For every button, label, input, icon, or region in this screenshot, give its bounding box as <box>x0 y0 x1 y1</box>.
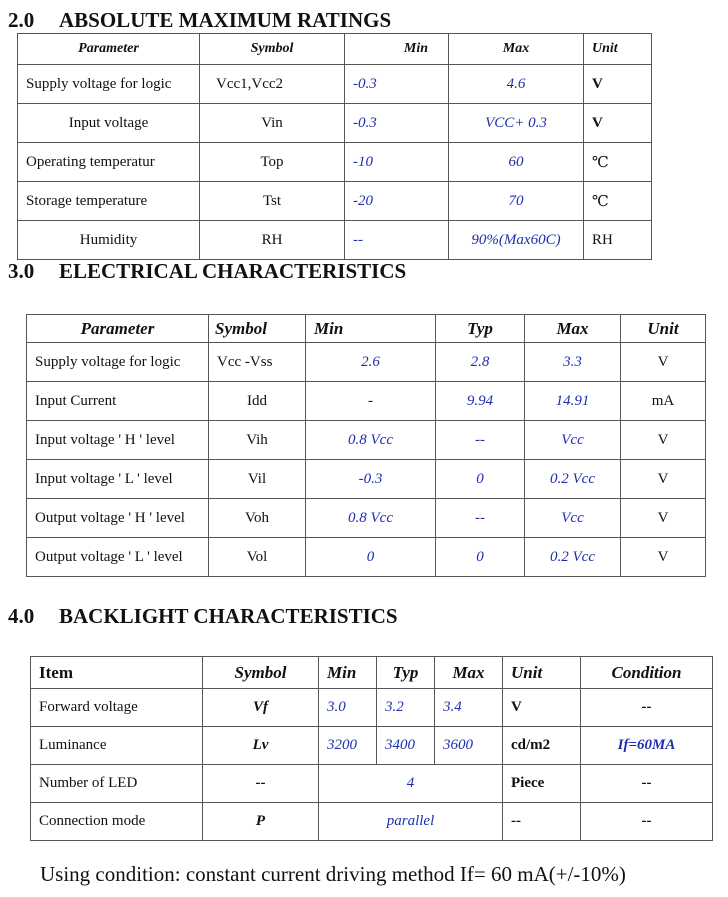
cell-unit: RH <box>584 221 652 260</box>
table-row <box>18 65 652 104</box>
cell-symbol: Vcc1,Vcc2 <box>200 65 345 104</box>
cell-unit: cd/m2 <box>503 727 581 765</box>
cell-item: Number of LED <box>31 765 203 803</box>
cell-max: 90%(Max60C) <box>449 221 584 260</box>
cell-unit: ℃ <box>584 143 652 182</box>
cell-symbol: -- <box>203 765 319 803</box>
table-row <box>31 765 713 803</box>
cell-condition: -- <box>581 765 713 803</box>
table-row <box>27 538 706 577</box>
cell-typ: 3.2 <box>377 689 435 727</box>
cell-min: -0.3 <box>345 65 449 104</box>
header-unit: Unit <box>621 315 706 343</box>
table-row <box>27 460 706 499</box>
cell-condition: -- <box>581 689 713 727</box>
header-max: Max <box>525 315 621 343</box>
header-min: Min <box>319 657 377 689</box>
cell-typ: -- <box>436 499 525 538</box>
header-symbol: Symbol <box>200 34 345 65</box>
cell-min: -0.3 <box>306 460 436 499</box>
table-row <box>31 727 713 765</box>
table-header-row <box>27 315 706 343</box>
table-row <box>27 382 706 421</box>
table-row <box>18 104 652 143</box>
header-parameter: Parameter <box>18 34 200 65</box>
cell-max: 3.4 <box>435 689 503 727</box>
cell-max: 3.3 <box>525 343 621 382</box>
cell-max: Vcc <box>525 499 621 538</box>
header-unit: Unit <box>503 657 581 689</box>
cell-min: -20 <box>345 182 449 221</box>
cell-symbol: Top <box>200 143 345 182</box>
table-row <box>18 221 652 260</box>
table-row <box>31 689 713 727</box>
cell-symbol: Voh <box>209 499 306 538</box>
cell-min: 0 <box>306 538 436 577</box>
cell-min: 2.6 <box>306 343 436 382</box>
cell-condition: -- <box>581 803 713 841</box>
cell-unit: V <box>621 343 706 382</box>
cell-symbol: Vol <box>209 538 306 577</box>
section-4-heading: 4.0 BACKLIGHT CHARACTERISTICS <box>8 604 398 628</box>
section-3-heading: 3.0 ELECTRICAL CHARACTERISTICS <box>8 259 407 283</box>
cell-unit: ℃ <box>584 182 652 221</box>
cell-max: 4.6 <box>449 65 584 104</box>
cell-max: 60 <box>449 143 584 182</box>
cell-unit: V <box>621 499 706 538</box>
cell-typ: 0 <box>436 460 525 499</box>
table-row <box>27 343 706 382</box>
cell-min: -0.3 <box>345 104 449 143</box>
backlight-characteristics-table <box>30 656 713 841</box>
table-header-row <box>18 34 652 65</box>
cell-parameter: Operating temperatur <box>18 143 200 182</box>
cell-typ: 9.94 <box>436 382 525 421</box>
cell-unit: V <box>584 65 652 104</box>
table-row <box>27 421 706 460</box>
cell-min: 0.8 Vcc <box>306 499 436 538</box>
cell-symbol: Vcc -Vss <box>209 343 306 382</box>
table-row <box>18 143 652 182</box>
cell-parameter: Input voltage ' H ' level <box>27 421 209 460</box>
header-max: Max <box>435 657 503 689</box>
table-row <box>27 499 706 538</box>
header-symbol: Symbol <box>209 315 306 343</box>
cell-parameter: Supply voltage for logic <box>18 65 200 104</box>
cell-typ: 2.8 <box>436 343 525 382</box>
cell-min: 0.8 Vcc <box>306 421 436 460</box>
cell-unit: V <box>621 538 706 577</box>
cell-symbol: Vih <box>209 421 306 460</box>
header-symbol: Symbol <box>203 657 319 689</box>
cell-unit: -- <box>503 803 581 841</box>
cell-unit: V <box>621 421 706 460</box>
header-condition: Condition <box>581 657 713 689</box>
cell-symbol: Lv <box>203 727 319 765</box>
electrical-characteristics-table <box>26 314 706 577</box>
cell-unit: V <box>503 689 581 727</box>
cell-typ: 0 <box>436 538 525 577</box>
cell-unit: V <box>584 104 652 143</box>
cell-parameter: Output voltage ' L ' level <box>27 538 209 577</box>
cell-item: Connection mode <box>31 803 203 841</box>
cell-symbol: Vil <box>209 460 306 499</box>
header-typ: Typ <box>377 657 435 689</box>
cell-max: 70 <box>449 182 584 221</box>
cell-symbol: Vin <box>200 104 345 143</box>
cell-min: -10 <box>345 143 449 182</box>
cell-parameter: Supply voltage for logic <box>27 343 209 382</box>
cell-value: parallel <box>319 803 503 841</box>
cell-parameter: Humidity <box>18 221 200 260</box>
cell-symbol: Vf <box>203 689 319 727</box>
header-unit: Unit <box>584 34 652 65</box>
cell-max: Vcc <box>525 421 621 460</box>
cell-parameter: Input voltage ' L ' level <box>27 460 209 499</box>
cell-symbol: RH <box>200 221 345 260</box>
cell-item: Luminance <box>31 727 203 765</box>
absolute-max-ratings-table <box>17 33 652 260</box>
cell-value: 4 <box>319 765 503 803</box>
header-typ: Typ <box>436 315 525 343</box>
cell-unit: mA <box>621 382 706 421</box>
cell-min: 3.0 <box>319 689 377 727</box>
header-parameter: Parameter <box>27 315 209 343</box>
cell-symbol: Tst <box>200 182 345 221</box>
cell-condition: If=60MA <box>581 727 713 765</box>
cell-symbol: Idd <box>209 382 306 421</box>
table-row <box>18 182 652 221</box>
cell-parameter: Output voltage ' H ' level <box>27 499 209 538</box>
cell-symbol: P <box>203 803 319 841</box>
cell-unit: Piece <box>503 765 581 803</box>
cell-parameter: Input Current <box>27 382 209 421</box>
header-min: Min <box>345 34 449 65</box>
table-row <box>31 803 713 841</box>
section-2-heading: 2.0 ABSOLUTE MAXIMUM RATINGS <box>8 8 392 32</box>
cell-item: Forward voltage <box>31 689 203 727</box>
cell-min: - <box>306 382 436 421</box>
cell-parameter: Input voltage <box>18 104 200 143</box>
cell-parameter: Storage temperature <box>18 182 200 221</box>
header-max: Max <box>449 34 584 65</box>
cell-max: 0.2 Vcc <box>525 460 621 499</box>
cell-min: -- <box>345 221 449 260</box>
cell-min: 3200 <box>319 727 377 765</box>
cell-max: 0.2 Vcc <box>525 538 621 577</box>
cell-typ: -- <box>436 421 525 460</box>
cell-max: 14.91 <box>525 382 621 421</box>
using-condition-note: Using condition: constant current driving method If= 60 mA(+/-10%) <box>40 862 626 886</box>
cell-max: 3600 <box>435 727 503 765</box>
cell-max: VCC+ 0.3 <box>449 104 584 143</box>
cell-typ: 3400 <box>377 727 435 765</box>
header-min: Min <box>306 315 436 343</box>
header-item: Item <box>31 657 203 689</box>
table-header-row <box>31 657 713 689</box>
cell-unit: V <box>621 460 706 499</box>
